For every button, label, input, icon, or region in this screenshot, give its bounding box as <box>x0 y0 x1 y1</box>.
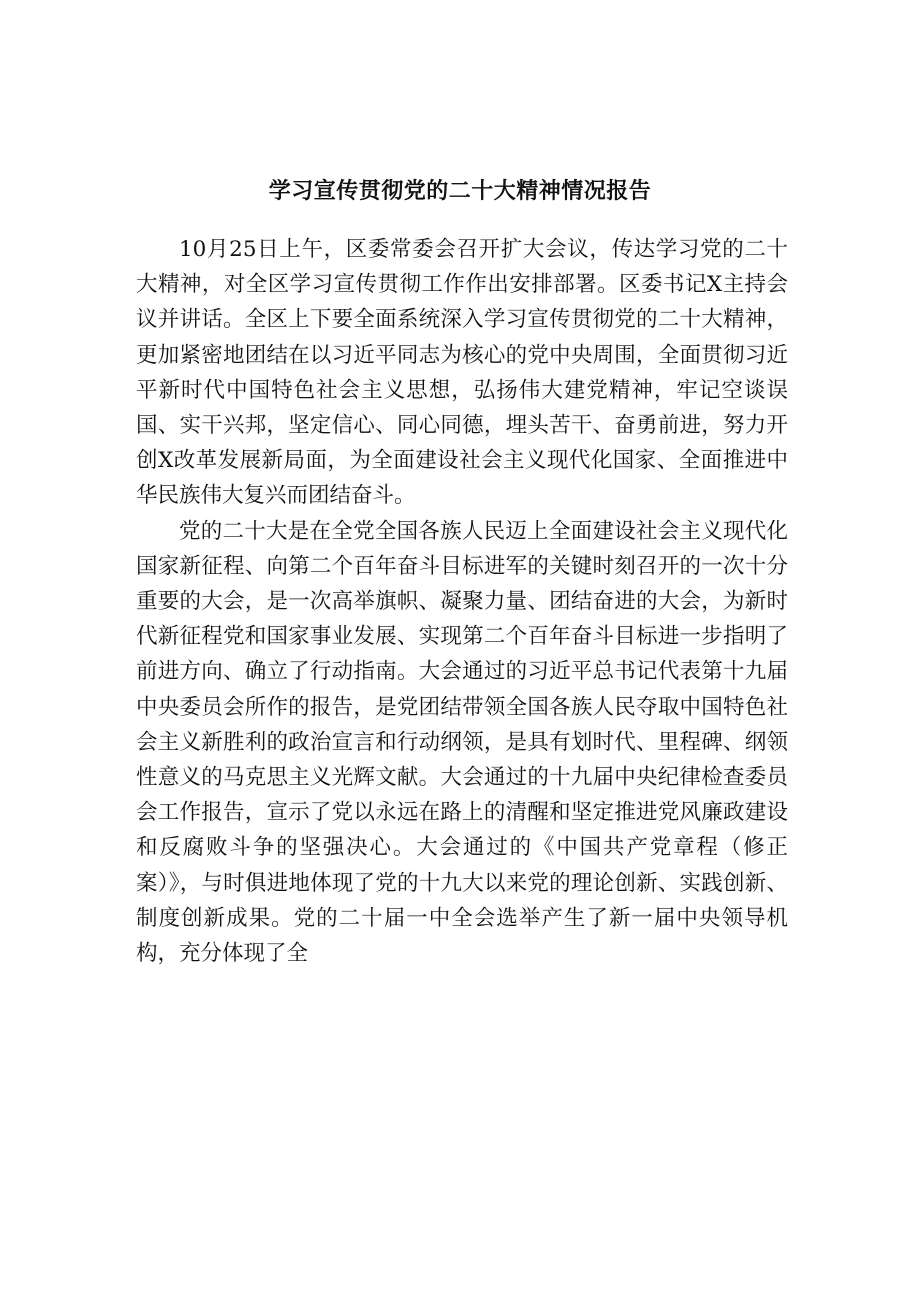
document-body <box>136 232 788 971</box>
paragraph-2: 党的二十大是在全党全国各族人民迈上全面建设社会主义现代化国家新征程、向第二个百年奋斗目标进军的关键时刻召开的一次十分重要的大会，是一次高举旗帜、凝聚力量、团结奋进的大会，为新时代新征程党和国家事业发展、实现第二个百年奋斗目标进一步指明了前进方向、确立了行动指南。大会通过的习近平总书记代表第十九届中央委员会所作的报告，是党团结带领全国各族人民夺取中国特色社会主义新胜利的政治宣言和行动纲领，是具有划时代、里程碑、纲领性意义的马克思主义光辉文献。大会通过的十九届中央纪律检查委员会工作报告，宣示了党以永远在路上的清醒和坚定推进党风廉政建设和反腐败斗争的坚强决心。大会通过的《中国共产党章程（修正案）》，与时俱进地体现了党的十九大以来党的理论创新、实践创新、制度创新成果。党的二十届一中全会选举产生了新一届中央领导机构，充分体现了全 <box>136 518 788 967</box>
document-title: 学习宣传贯彻党的二十大精神情况报告 <box>268 179 652 204</box>
paragraph-1: 10月25日上午，区委常委会召开扩大会议，传达学习党的二十大精神，对全区学习宣传贯彻工作作出安排部署。区委书记X主持会议并讲话。全区上下要全面系统深入学习宣传贯彻党的二十大精神，更加紧密地团结在以习近平同志为核心的党中央周围，全面贯彻习近平新时代中国特色社会主义思想，弘扬伟大建党精神，牢记空谈误国、实干兴邦，坚定信心、同心同德，埋头苦干、奋勇前进，努力开创X改革发展新局面，为全面建设社会主义现代化国家、全面推进中华民族伟大复兴而团结奋斗。 <box>136 237 788 509</box>
